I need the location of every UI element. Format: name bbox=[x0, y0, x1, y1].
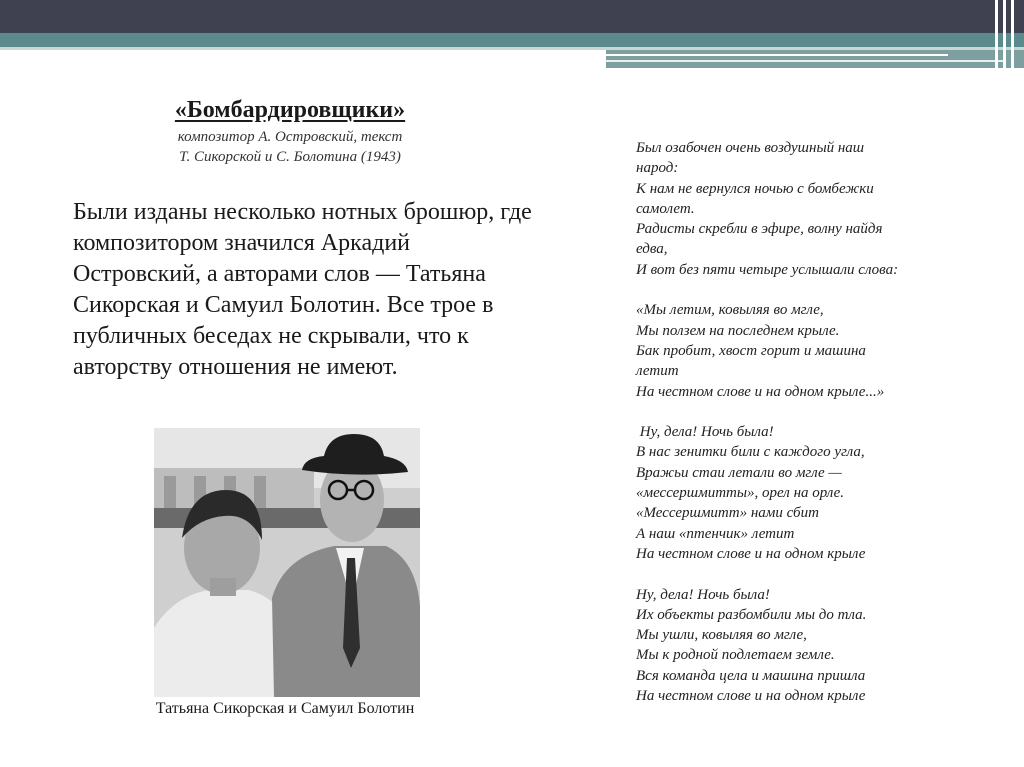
lyric-line: К нам не вернулся ночью с бомбежки bbox=[636, 180, 874, 197]
lyric-line: летит bbox=[636, 363, 679, 380]
lyrics-stanza bbox=[636, 138, 981, 280]
lyric-line: «мессершмитты», орел на орле. bbox=[636, 485, 845, 502]
lyric-line: едва, bbox=[636, 241, 668, 258]
header-bar bbox=[0, 0, 1024, 33]
lyric-line: Вся команда цела и машина пришла bbox=[636, 667, 866, 684]
lyric-line: На честном слове и на одном крыле...» bbox=[636, 383, 885, 400]
lyric-line: Их объекты разбомбили мы до тла. bbox=[636, 606, 867, 623]
song-credits bbox=[80, 127, 500, 167]
lyric-line: «Мы летим, ковыляя во мгле, bbox=[636, 302, 824, 319]
lyric-line: Мы ушли, ковыляя во мгле, bbox=[636, 627, 807, 644]
header-teal-band bbox=[0, 33, 1024, 47]
lyric-line: Был озабочен очень воздушный наш bbox=[636, 140, 865, 156]
lyric-line: Вражьи стаи летали во мгле — bbox=[636, 464, 842, 481]
photo-caption: Татьяна Сикорская и Самуил Болотин bbox=[155, 700, 415, 717]
title-block bbox=[80, 95, 500, 167]
subtitle-line: Т. Сикорской и С. Болотина (1943) bbox=[179, 149, 401, 165]
lyric-line: И вот без пяти четыре услышали слова: bbox=[636, 261, 899, 278]
lyric-line: «Мессершмитт» нами сбит bbox=[636, 505, 819, 522]
lyric-line: В нас зенитки били с каждого угла, bbox=[636, 444, 865, 461]
lyric-line: Мы к родной подлетаем земле. bbox=[636, 647, 835, 664]
description-paragraph: Были изданы несколько нотных брошюр, где композитором значился Аркадий Островский, а авторами слов — Татьяна Сикорская и Самуил Болотин. Все трое в публичных беседах не скрывали, что к авторству отношения не имеют. bbox=[73, 199, 532, 380]
lyric-line: Радисты скребли в эфире, волну найдя bbox=[636, 221, 883, 238]
song-title: «Бомбардировщики» bbox=[174, 97, 406, 123]
song-lyrics bbox=[636, 138, 981, 706]
header-right-line-secondary bbox=[606, 60, 1004, 62]
lyric-line: Ну, дела! Ночь была! bbox=[636, 424, 774, 441]
lyric-line: Мы ползем на последнем крыле. bbox=[636, 322, 840, 339]
lyrics-stanza bbox=[636, 585, 981, 707]
lyric-line: На честном слове и на одном крыле bbox=[636, 545, 866, 562]
subtitle-line: композитор А. Островский, текст bbox=[177, 129, 403, 145]
lyrics-stanza bbox=[636, 300, 981, 401]
lyric-line: самолет. bbox=[636, 200, 695, 217]
header-stripes bbox=[990, 0, 1024, 68]
header-right-line bbox=[606, 54, 948, 56]
lyric-line: А наш «птенчик» летит bbox=[636, 525, 795, 542]
portrait-photo bbox=[154, 428, 420, 697]
lyric-line: народ: bbox=[636, 160, 679, 177]
lyrics-stanza bbox=[636, 422, 981, 564]
lyric-line: Бак пробит, хвост горит и машина bbox=[636, 342, 866, 359]
header-right-block bbox=[606, 50, 1024, 68]
lyric-line: На честном слове и на одном крыле bbox=[636, 688, 866, 705]
lyric-line: Ну, дела! Ночь была! bbox=[636, 586, 770, 603]
